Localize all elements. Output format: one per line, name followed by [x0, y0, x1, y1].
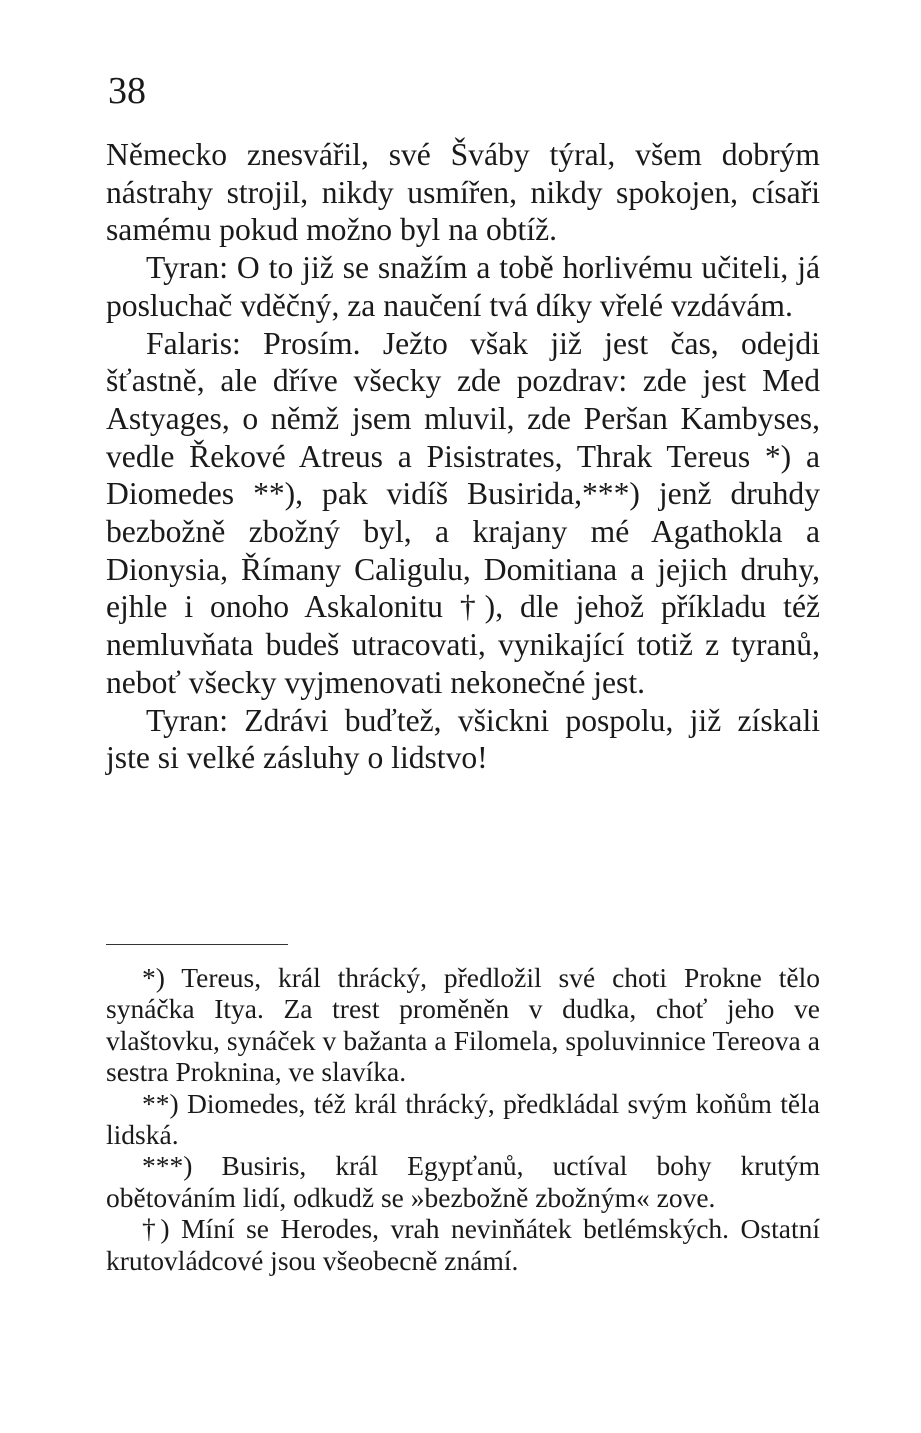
page-number: 38 — [108, 70, 146, 112]
paragraph-tyran-reply: Tyran: O to již se snažím a tobě horlivému učiteli, já posluchač vděčný, za naučení tvá díky vřelé vzdávám. — [106, 250, 820, 323]
footnote-herodes: †) Míní se Herodes, vrah nevinňátek betlémských. Ostatní krutovládcové jsou všeobecně známí. — [106, 1213, 820, 1276]
main-text — [106, 136, 820, 777]
paragraph-continuation: Německo znesvářil, své Šváby týral, všem dobrým nástrahy strojil, nikdy usmířen, nikdy spokojen, císaři samému pokud možno byl na obtíž. — [106, 137, 820, 248]
footnote-tereus: *) Tereus, král thrácký, předložil své choti Prokne tělo synáčka Itya. Za trest proměněn v dudka, choť jeho ve vlaštovku, synáček v bažanta a Filomela, spoluvinnice Tereova a sestra Proknina, ve slavíka. — [106, 962, 820, 1088]
footnote-diomedes: **) Diomedes, též král thrácký, předkládal svým koňům těla lidská. — [106, 1087, 820, 1151]
paragraph-falaris: Falaris: Prosím. Ježto však již jest čas, odejdi šťastně, ale dříve všecky zde pozdrav: zde jest Med Astyages, o němž jsem mluvil, zde Peršan Kambyses, vedle Řekové Atreus a Pisistrates, Thrak Tereus *) a Diomedes **), pak vidíš Busirida,***) jenž druhdy bezbožně zbožný byl, a krajany mé Agathokla a Dionysia, Římany Caligulu, Domitiana a jejich druhy, ejhle i onoho Askalonitu †), dle jehož příkladu též nemluvňata budeš utracovati, vynikající totiž z tyranů, neboť všecky vyjmenovati nekonečné jest. — [106, 325, 820, 700]
paragraph-tyran-farewell: Tyran: Zdrávi buďtež, všickni pospolu, již získali jste si velké zásluhy o lidstvo! — [106, 702, 820, 776]
footnote-busiris: ***) Busiris, král Egypťanů, uctíval bohy krutým obětováním lidí, odkudž se »bezbožně zbožným« zove. — [106, 1150, 820, 1213]
footnote-divider — [106, 944, 288, 945]
footnotes — [106, 962, 820, 1276]
